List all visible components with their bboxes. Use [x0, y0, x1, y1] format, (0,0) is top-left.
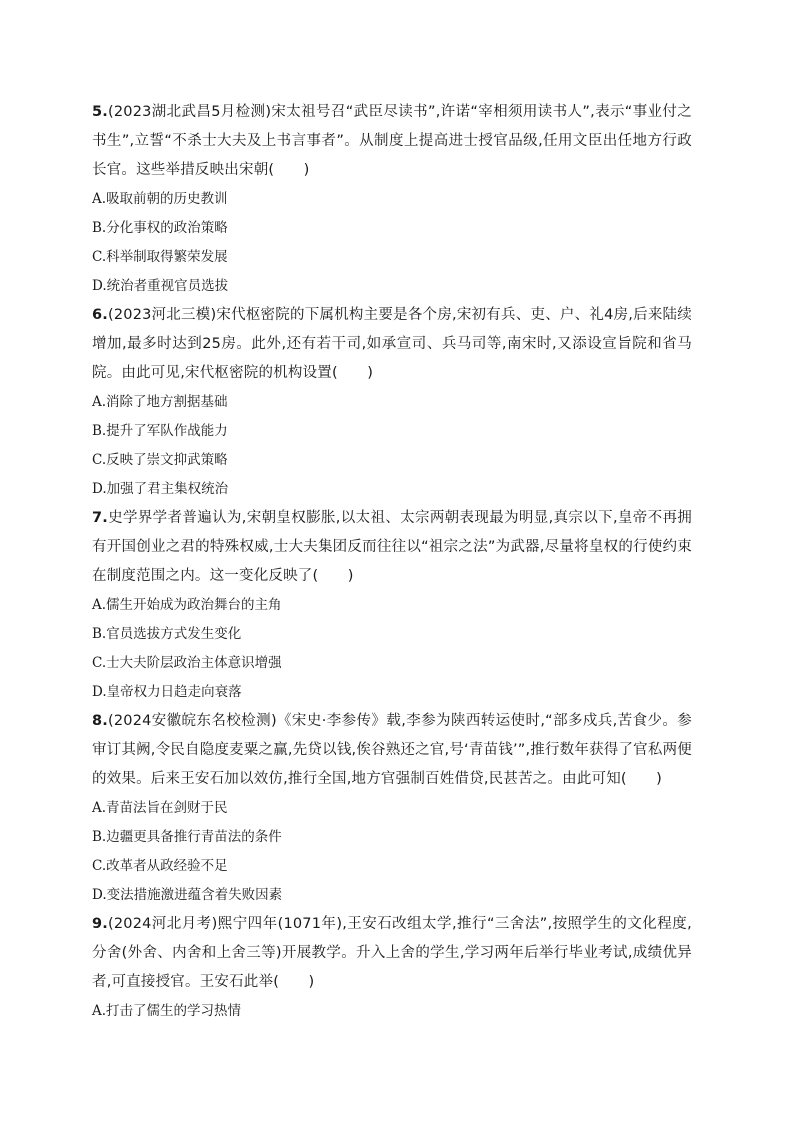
- option-text: 加强了君主集权统治: [106, 481, 229, 497]
- option-text: 改革者从政经验不足: [106, 858, 228, 874]
- option-text: 士大夫阶层政治主体意识增强: [106, 655, 282, 671]
- option-label: C.: [92, 249, 107, 265]
- option-label: A.: [92, 1003, 107, 1019]
- question-text: (2024安徽皖东名校检测)《宋史·李参传》载,李参为陕西转运使时,“部多戍兵,苦食少。参审订其阙,令民自隐度麦粟之赢,先贷以钱,俟谷熟还之官,号‘青苗钱’”,推行数年获得了官私两便的效果。后来王安石加以效仿,推行全国,地方官强制百姓借贷,民甚苦之。由此可知( ): [92, 713, 692, 787]
- option-text: 统治者重视官员选拔: [106, 278, 229, 294]
- option-c: [92, 446, 692, 475]
- question-text: 史学界学者普遍认为,宋朝皇权膨胀,以太祖、太宗两朝表现最为明显,真宗以下,皇帝不再拥有开国创业之君的特殊权威,士大夫集团反而往往以“祖宗之法”为武器,尽量将皇权的行使约束在制度范围之内。这一变化反映了( ): [92, 510, 692, 584]
- option-text: 科举制取得繁荣发展: [106, 249, 228, 265]
- option-label: B.: [92, 220, 107, 236]
- option-b: [92, 214, 692, 243]
- question-text: (2024河北月考)熙宁四年(1071年),王安石改组太学,推行“三舍法”,按照学生的文化程度,分舍(外舍、内舍和上舍三等)开展教学。升入上舍的学生,学习两年后举行毕业考试,成绩优异者,可直接授官。王安石此举( ): [92, 916, 692, 990]
- option-b: [92, 620, 692, 649]
- option-d: [92, 475, 692, 504]
- question-stem: [92, 504, 692, 591]
- question-text: (2023湖北武昌5月检测)宋太祖号召“武臣尽读书”,许诺“宰相须用读书人”,表示“事业付之书生”,立誓“不杀士大夫及上书言事者”。从制度上提高进士授官品级,任用文臣出任地方行政长官。这些举措反映出宋朝( ): [92, 104, 692, 178]
- option-text: 变法措施激进蕴含着失败因素: [106, 887, 283, 903]
- option-text: 儒生开始成为政治舞台的主角: [106, 597, 282, 613]
- option-a: [92, 997, 692, 1026]
- option-text: 分化事权的政治策略: [106, 220, 228, 236]
- option-d: [92, 881, 692, 910]
- option-c: [92, 852, 692, 881]
- option-text: 反映了崇文抑武策略: [106, 452, 228, 468]
- option-a: [92, 794, 692, 823]
- option-text: 提升了军队作战能力: [106, 423, 228, 439]
- option-b: [92, 823, 692, 852]
- option-label: B.: [92, 423, 107, 439]
- option-b: [92, 417, 692, 446]
- question-stem: [92, 98, 692, 185]
- option-label: C.: [92, 858, 107, 874]
- option-label: C.: [92, 655, 107, 671]
- option-a: [92, 185, 692, 214]
- option-d: [92, 678, 692, 707]
- question-text: (2023河北三模)宋代枢密院的下属机构主要是各个房,宋初有兵、吏、户、礼4房,后来陆续增加,最多时达到25房。此外,还有若干司,如承宣司、兵马司等,南宋时,又添设宣旨院和省马院。由此可见,宋代枢密院的机构设置( ): [92, 307, 692, 381]
- option-text: 官员选拔方式发生变化: [106, 626, 242, 642]
- question-number: 6.: [92, 307, 108, 323]
- option-text: 皇帝权力日趋走向衰落: [106, 684, 242, 700]
- option-label: A.: [92, 394, 107, 410]
- question-7: [92, 504, 692, 707]
- option-c: [92, 649, 692, 678]
- exam-page: [92, 98, 692, 1026]
- question-stem: [92, 910, 692, 997]
- option-c: [92, 243, 692, 272]
- question-stem: [92, 707, 692, 794]
- option-label: D.: [92, 684, 107, 700]
- question-number: 9.: [92, 916, 108, 932]
- option-a: [92, 388, 692, 417]
- option-text: 边疆更具备推行青苗法的条件: [106, 829, 282, 845]
- question-number: 5.: [92, 104, 108, 120]
- question-6: [92, 301, 692, 504]
- option-label: D.: [92, 481, 107, 497]
- option-label: B.: [92, 829, 107, 845]
- option-label: A.: [92, 191, 107, 207]
- option-label: C.: [92, 452, 107, 468]
- question-8: [92, 707, 692, 910]
- option-text: 吸取前朝的历史教训: [106, 191, 228, 207]
- question-5: [92, 98, 692, 301]
- option-label: A.: [92, 800, 107, 816]
- option-label: D.: [92, 278, 107, 294]
- question-number: 7.: [92, 510, 108, 526]
- option-label: B.: [92, 626, 107, 642]
- question-stem: [92, 301, 692, 388]
- option-d: [92, 272, 692, 301]
- option-a: [92, 591, 692, 620]
- question-number: 8.: [92, 713, 108, 729]
- option-text: 消除了地方割据基础: [106, 394, 228, 410]
- option-text: 打击了儒生的学习热情: [106, 1003, 242, 1019]
- option-label: A.: [92, 597, 107, 613]
- option-text: 青苗法旨在剑财于民: [106, 800, 228, 816]
- question-9: [92, 910, 692, 1026]
- option-label: D.: [92, 887, 107, 903]
